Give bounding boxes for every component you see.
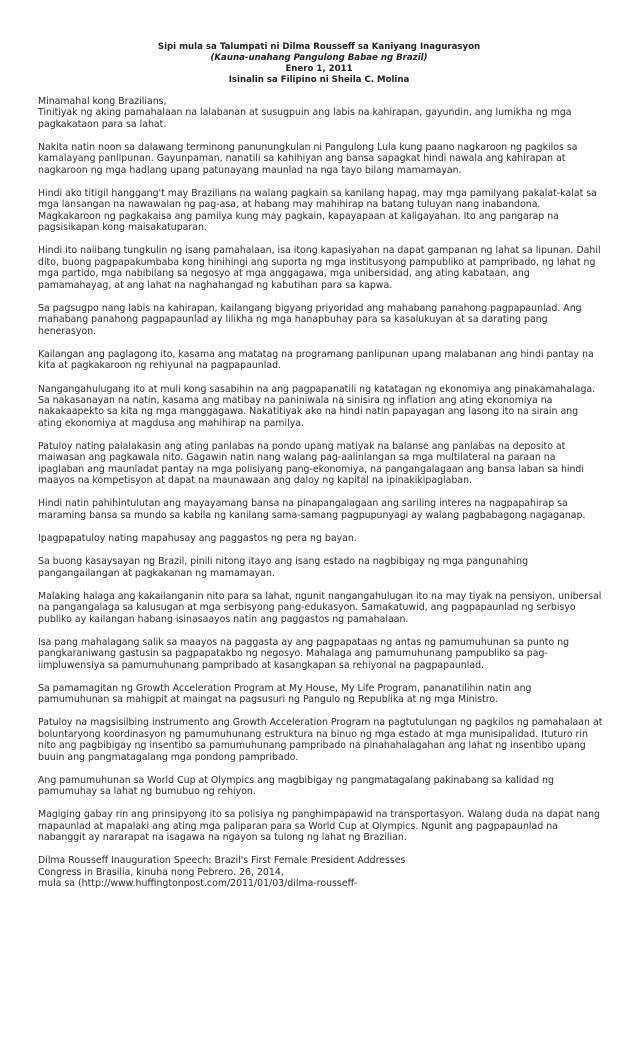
speech-body	[38, 96, 604, 901]
document-title: Sipi mula sa Talumpati ni Dilma Rousseff sa Kaniyang Inagurasyon	[157, 42, 481, 52]
source-citation	[38, 855, 604, 889]
paragraph: Tinitiyak ng aking pamahalaan na lalabanan at susugpuin ang labis na kahirapan, gayundin, ang lumikha ng mga pagkakataon para sa lahat.	[38, 107, 572, 130]
paragraph: Kailangan ang paglagong ito, kasama ang matatag na programang panlipunan upang malabanan ang hindi pantay na kita at pagkakaroon ng rehiyunal na pagpapaunlad.	[38, 348, 594, 372]
source-line: Dilma Rousseff Inauguration Speech: Brazil's First Female President Addresses	[38, 855, 406, 867]
source-line: Congress in Brasilia, kinuha nong Pebrero. 26, 2014,	[38, 866, 284, 878]
paragraph: Hindi natin pahihintulutan ang mayayamang bansa na pinapangalagaan ang sariling interes na nagpapahirap sa maraming bansa sa mundo sa kabila ng kanilang sama-samang pagpupunyagi ay walang pagbabagong nagaganap.	[38, 498, 586, 521]
paragraph: Hindi ako titigil hanggang't may Brazilians na walang pagkain sa kanilang hapag, may mga pamilyang pakalat-kalat sa mga lansangan na nawawalan ng pag-asa, at habang may mahihirap na batang tuluyan nang inabandona. Magkakaroon ng pagkakaisa ang pamilya kung may pagkain, kapayapaan at kaligayahan. Ito ang pangarap na pagsisikapan kong maisakatuparan.	[38, 188, 597, 234]
paragraph: Nangangahulugang ito at muli kong sasabihin na ang pagpapanatili ng katatagan ng ekonomiya ang pinakamahalaga. Sa nakasanayan na natin, kasama ang matibay na paniniwala na sinisira ng inflation ang ating ekonomiya na nakakaapekto sa kita ng mga manggagawa. Nakatitiyak ako na hindi natin papayagan ang lasong ito na sirain ang ating ekonomiya at magdusa ang mahihirap na pamilya.	[38, 383, 596, 429]
paragraph: Patuloy nating palalakasin ang ating panlabas na pondo upang matiyak na balanse ang panlabas na deposito at maiwasan ang pagkawala nito. Gagawin natin nang walang pag-aalinlangan sa mga multilateral na paraan na ipaglaban ang maunladat pantay na mga polisiyang pang-ekonomiya, na pangangalagaan ang bansa laban sa hindi maayos na kompetisyon at dapat na maunawaan ang daloy ng kapital na ipinakikipaglaban.	[38, 440, 584, 487]
paragraph: Sa pamamagitan ng Growth Acceleration Program at My House, My Life Program, pananatilihin natin ang pamumuhunan sa mahigpit at maingat na pagsusuri ng Pangulo ng Republika at ng mga Ministro.	[38, 682, 532, 706]
document-subtitle: (Kauna-unahang Pangulong Babae ng Brazil)	[210, 53, 428, 63]
paragraph: Nakita natin noon sa dalawang terminong panunungkulan ni Pangulong Lula kung paano nagkaroon ng pagkilos sa kamalayang panlipunan. Gayunpaman, nanatili sa kahihiyan ang bansa sapagkat hindi nawala ang kahirapan at nagkaroon ng mga hadlang upang patunayang maunlad na nga tayo bilang mamamayan.	[38, 142, 578, 176]
paragraph: Sa pagsugpo nang labis na kahirapan, kailangang bigyang priyoridad ang mahabang panahong pagpapaunlad. Ang mahabang panahong pagpapaunlad ay lilikha ng mga hanapbuhay para sa kasalukuyan at sa darating pang henerasyon.	[38, 302, 582, 337]
translator-credit: Isinalin sa Filipino ni Sheila C. Molina	[228, 75, 410, 85]
document-date: Enero 1, 2011	[285, 64, 353, 74]
paragraph: Ipagpapatuloy nating mapahusay ang paggastos ng pera ng bayan.	[38, 532, 357, 544]
paragraph: Magiging gabay rin ang prinsipyong ito sa polisiya ng panghimpapawid na transportasyon. Walang duda na dapat nang mapaunlad at mapalaki ang ating mga paliparan para sa World Cup at Olympics. Ngunit ang pagpapaunlad na nabanggit ay nararapat na isagawa na ngayon sa tulong ng lahat ng Brazilian.	[38, 809, 600, 844]
paragraph: Hindi ito naiibang tungkulin ng isang pamahalaan, isa itong kapasiyahan na dapat gampanan ng lahat sa lipunan. Dahil dito, buong pagpapakumbaba kong hinihingi ang suporta ng mga institusyong pampubliko at pampribado, ng lahat ng mga partido, mga nabibilang sa negosyo at mga anggagawa, mga unibersidad, ang ating kabataan, ang pamamahayag, at ang lahat na naghahangad ng kabutihan para sa kapwa.	[38, 245, 601, 291]
paragraph: Isa pang mahalagang salik sa maayos na paggasta ay ang pagpapataas ng antas ng pamumuhunan sa punto ng pangkaraniwang gastusin sa pagpapatakbo ng negosyo. Mahalaga ang pamumuhunang pampubliko sa pag-iimpluwensiya sa pamumuhunang pampribado at kasangkapan sa rehiyonal na pagpapaunlad.	[38, 636, 570, 671]
paragraph: Patuloy na magsisilbing instrumento ang Growth Acceleration Program na pagtutulungan ng pagkilos ng pamahalaan at boluntaryong koordinasyon ng pamumuhunang estruktura na binuo ng mga estado at mga munisipalidad. Ituturo rin nito ang pagbibigay ng insentibo sa pamumuhunang pampribado na pinahahalagahan ang lahat ng insentibo upang buuin ang pangmatagalang mga pondong pampribado.	[38, 717, 603, 763]
source-url-line: mula sa (http://www.huffingtonpost.com/2011/01/03/dilma-rousseff-	[38, 878, 358, 890]
document-header	[0, 42, 638, 86]
salutation: Minamahal kong Brazilians,	[38, 96, 167, 107]
paragraph: Ang pamumuhunan sa World Cup at Olympics ang magbibigay ng pangmatagalang pakinabang sa kalidad ng pamumuhay sa lahat ng bumubuo ng rehiyon.	[38, 774, 554, 798]
paragraph: Malaking halaga ang kakailanganin nito para sa lahat, ngunit nangangahulugan ito na may tiyak na pensiyon, unibersal na pangangalaga sa kalusugan at mga serbisyong pang-edukasyon. Samakatuwid, ang pagpapaunlad ng serbisyo publiko ay kailangan habang isinasaayos natin ang paggastos ng pamahalaan.	[38, 590, 602, 625]
paragraph: Sa buong kasaysayan ng Brazil, pinili nitong itayo ang isang estado na nagbibigay ng mga pangunahing pangangailangan at pagkakanan ng mamamayan.	[38, 556, 529, 579]
